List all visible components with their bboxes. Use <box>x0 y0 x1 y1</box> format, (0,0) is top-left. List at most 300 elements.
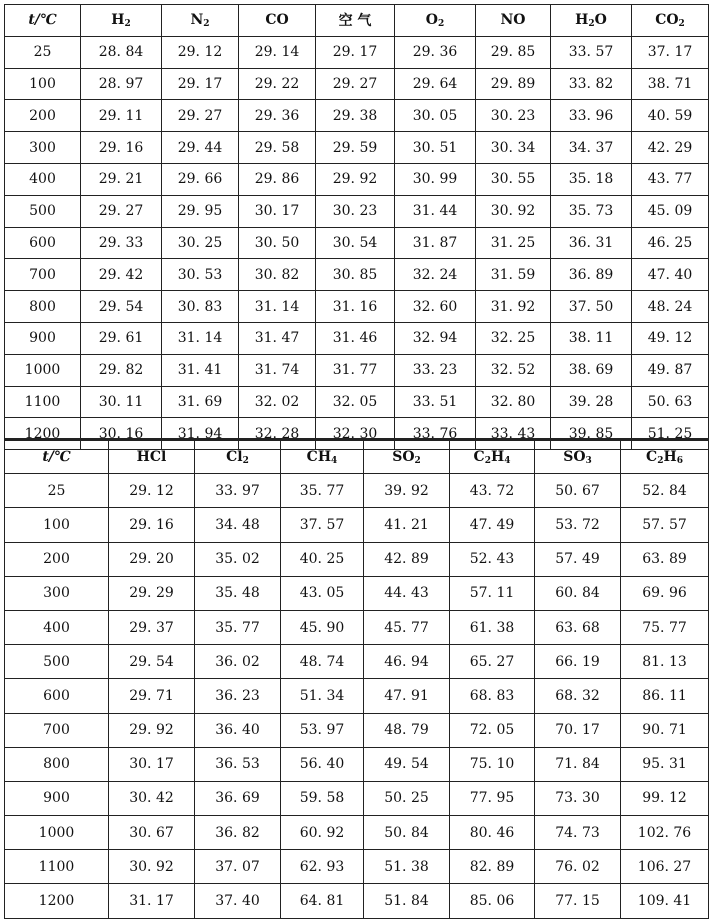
value-cell: 64. 81 <box>281 884 364 918</box>
value-cell: 29. 14 <box>239 36 316 68</box>
value-cell: 29. 37 <box>109 610 195 644</box>
value-cell: 29. 12 <box>162 36 239 68</box>
table-row <box>5 884 709 918</box>
value-cell: 62. 93 <box>281 850 364 884</box>
column-header-main: O <box>425 11 438 28</box>
value-cell: 32. 80 <box>476 386 551 418</box>
temperature-cell: 25 <box>5 474 109 508</box>
column-header-c2h6 <box>621 440 709 474</box>
table-row <box>5 163 709 195</box>
value-cell: 56. 40 <box>281 747 364 781</box>
column-header-tail: H <box>663 448 677 465</box>
value-cell: 69. 96 <box>621 576 709 610</box>
value-cell: 37. 50 <box>551 291 632 323</box>
value-cell: 31. 69 <box>162 386 239 418</box>
value-cell: 45. 77 <box>364 610 450 644</box>
column-header-text: CO <box>265 12 289 29</box>
value-cell: 66. 19 <box>535 645 621 679</box>
value-cell: 48. 79 <box>364 713 450 747</box>
table-row <box>5 474 709 508</box>
value-cell: 47. 91 <box>364 679 450 713</box>
column-header-text: t/℃ <box>42 449 71 466</box>
column-header-h2 <box>81 5 162 37</box>
temperature-cell: 1200 <box>5 884 109 918</box>
column-header-text: 空 气 <box>338 13 372 30</box>
value-cell: 30. 25 <box>162 227 239 259</box>
value-cell: 31. 87 <box>395 227 476 259</box>
value-cell: 31. 74 <box>239 354 316 386</box>
value-cell: 40. 25 <box>281 542 364 576</box>
value-cell: 29. 64 <box>395 68 476 100</box>
value-cell: 30. 92 <box>109 850 195 884</box>
value-cell: 29. 82 <box>81 354 162 386</box>
temperature-cell: 25 <box>5 36 81 68</box>
temperature-cell: 800 <box>5 747 109 781</box>
table-row <box>5 816 709 850</box>
value-cell: 31. 16 <box>316 291 395 323</box>
table-row <box>5 354 709 386</box>
value-cell: 48. 74 <box>281 645 364 679</box>
value-cell: 32. 24 <box>395 259 476 291</box>
value-cell: 32. 28 <box>239 418 316 450</box>
table-row <box>5 68 709 100</box>
value-cell: 35. 02 <box>195 542 281 576</box>
value-cell: 46. 25 <box>632 227 709 259</box>
value-cell: 31. 14 <box>239 291 316 323</box>
value-cell: 29. 17 <box>162 68 239 100</box>
value-cell: 29. 17 <box>316 36 395 68</box>
value-cell: 30. 51 <box>395 132 476 164</box>
value-cell: 30. 16 <box>81 418 162 450</box>
table-row <box>5 386 709 418</box>
column-header-main: CH <box>306 448 332 465</box>
table-row <box>5 781 709 815</box>
table-row <box>5 508 709 542</box>
value-cell: 30. 83 <box>162 291 239 323</box>
value-cell: 29. 95 <box>162 195 239 227</box>
heat-capacity-table-1 <box>4 4 709 450</box>
table2-header <box>5 440 709 474</box>
value-cell: 29. 54 <box>81 291 162 323</box>
column-header-sub: 2 <box>484 455 491 466</box>
value-cell: 36. 89 <box>551 259 632 291</box>
table-row <box>5 100 709 132</box>
value-cell: 42. 29 <box>632 132 709 164</box>
value-cell: 29. 16 <box>109 508 195 542</box>
value-cell: 37. 40 <box>195 884 281 918</box>
value-cell: 32. 94 <box>395 322 476 354</box>
column-header-hcl <box>109 440 195 474</box>
value-cell: 29. 66 <box>162 163 239 195</box>
value-cell: 36. 23 <box>195 679 281 713</box>
value-cell: 28. 84 <box>81 36 162 68</box>
value-cell: 29. 27 <box>316 68 395 100</box>
value-cell: 47. 40 <box>632 259 709 291</box>
value-cell: 41. 21 <box>364 508 450 542</box>
value-cell: 29. 36 <box>395 36 476 68</box>
value-cell: 29. 92 <box>109 713 195 747</box>
value-cell: 106. 27 <box>621 850 709 884</box>
value-cell: 31. 44 <box>395 195 476 227</box>
value-cell: 36. 31 <box>551 227 632 259</box>
value-cell: 32. 52 <box>476 354 551 386</box>
heat-capacity-table-2 <box>4 438 709 919</box>
value-cell: 53. 97 <box>281 713 364 747</box>
value-cell: 43. 77 <box>632 163 709 195</box>
table-row <box>5 132 709 164</box>
value-cell: 29. 54 <box>109 645 195 679</box>
column-header-main: SO <box>563 448 586 465</box>
value-cell: 33. 43 <box>476 418 551 450</box>
column-header-sub: 3 <box>585 455 592 466</box>
value-cell: 35. 48 <box>195 576 281 610</box>
value-cell: 86. 11 <box>621 679 709 713</box>
value-cell: 29. 16 <box>81 132 162 164</box>
column-header-sub: 2 <box>242 455 249 466</box>
temperature-cell: 500 <box>5 195 81 227</box>
value-cell: 70. 17 <box>535 713 621 747</box>
table-row <box>5 36 709 68</box>
value-cell: 33. 82 <box>551 68 632 100</box>
temperature-cell: 200 <box>5 542 109 576</box>
value-cell: 43. 72 <box>450 474 535 508</box>
value-cell: 29. 86 <box>239 163 316 195</box>
value-cell: 49. 54 <box>364 747 450 781</box>
value-cell: 29. 85 <box>476 36 551 68</box>
table1-body <box>5 36 709 449</box>
value-cell: 29. 33 <box>81 227 162 259</box>
value-cell: 76. 02 <box>535 850 621 884</box>
value-cell: 60. 92 <box>281 816 364 850</box>
value-cell: 32. 02 <box>239 386 316 418</box>
value-cell: 33. 51 <box>395 386 476 418</box>
value-cell: 48. 24 <box>632 291 709 323</box>
value-cell: 33. 23 <box>395 354 476 386</box>
temperature-cell: 700 <box>5 259 81 291</box>
column-header-text: HCl <box>136 449 167 466</box>
value-cell: 31. 14 <box>162 322 239 354</box>
value-cell: 31. 17 <box>109 884 195 918</box>
column-header-sub: 2 <box>437 18 445 29</box>
column-header-o2 <box>395 5 476 37</box>
value-cell: 39. 28 <box>551 386 632 418</box>
value-cell: 57. 57 <box>621 508 709 542</box>
column-header-sub: 2 <box>657 455 664 466</box>
value-cell: 68. 32 <box>535 679 621 713</box>
value-cell: 29. 92 <box>316 163 395 195</box>
value-cell: 29. 61 <box>81 322 162 354</box>
temperature-cell: 1200 <box>5 418 81 450</box>
value-cell: 35. 77 <box>195 610 281 644</box>
table-row <box>5 195 709 227</box>
value-cell: 45. 90 <box>281 610 364 644</box>
value-cell: 30. 05 <box>395 100 476 132</box>
temperature-cell: 400 <box>5 610 109 644</box>
value-cell: 75. 77 <box>621 610 709 644</box>
value-cell: 109. 41 <box>621 884 709 918</box>
value-cell: 71. 84 <box>535 747 621 781</box>
column-header-text: NO <box>500 12 526 29</box>
value-cell: 30. 92 <box>476 195 551 227</box>
column-header-sub: 2 <box>588 18 595 29</box>
value-cell: 49. 87 <box>632 354 709 386</box>
value-cell: 40. 59 <box>632 100 709 132</box>
column-header-sub: 2 <box>124 18 131 29</box>
value-cell: 50. 25 <box>364 781 450 815</box>
value-cell: 30. 50 <box>239 227 316 259</box>
temperature-cell: 100 <box>5 68 81 100</box>
value-cell: 57. 49 <box>535 542 621 576</box>
column-header-t <box>5 5 81 37</box>
value-cell: 29. 29 <box>109 576 195 610</box>
table-row <box>5 291 709 323</box>
column-header-ch4 <box>281 440 364 474</box>
value-cell: 42. 89 <box>364 542 450 576</box>
table-row <box>5 747 709 781</box>
column-header-h2o <box>551 5 632 37</box>
value-cell: 30. 54 <box>316 227 395 259</box>
value-cell: 35. 73 <box>551 195 632 227</box>
table-row <box>5 713 709 747</box>
column-header-main: N <box>190 11 204 28</box>
value-cell: 44. 43 <box>364 576 450 610</box>
table-row <box>5 259 709 291</box>
value-cell: 35. 18 <box>551 163 632 195</box>
column-header-sub2: 4 <box>504 455 511 466</box>
value-cell: 29. 20 <box>109 542 195 576</box>
column-header-so2 <box>364 440 450 474</box>
value-cell: 30. 23 <box>476 100 551 132</box>
value-cell: 37. 07 <box>195 850 281 884</box>
table-row <box>5 227 709 259</box>
table-row <box>5 850 709 884</box>
value-cell: 29. 11 <box>81 100 162 132</box>
value-cell: 31. 46 <box>316 322 395 354</box>
value-cell: 31. 47 <box>239 322 316 354</box>
value-cell: 30. 17 <box>239 195 316 227</box>
value-cell: 32. 05 <box>316 386 395 418</box>
value-cell: 33. 97 <box>195 474 281 508</box>
column-header-co <box>239 5 316 37</box>
column-header-main: C <box>473 448 485 465</box>
value-cell: 31. 59 <box>476 259 551 291</box>
value-cell: 61. 38 <box>450 610 535 644</box>
column-header-sub: 4 <box>331 455 338 466</box>
value-cell: 50. 63 <box>632 386 709 418</box>
value-cell: 32. 60 <box>395 291 476 323</box>
column-header-so3 <box>535 440 621 474</box>
value-cell: 30. 53 <box>162 259 239 291</box>
value-cell: 74. 73 <box>535 816 621 850</box>
column-header-sub2: 6 <box>676 455 683 466</box>
value-cell: 29. 42 <box>81 259 162 291</box>
value-cell: 29. 89 <box>476 68 551 100</box>
value-cell: 60. 84 <box>535 576 621 610</box>
value-cell: 37. 17 <box>632 36 709 68</box>
value-cell: 51. 25 <box>632 418 709 450</box>
value-cell: 36. 02 <box>195 645 281 679</box>
value-cell: 30. 34 <box>476 132 551 164</box>
temperature-cell: 200 <box>5 100 81 132</box>
column-header-c2h4 <box>450 440 535 474</box>
column-header-main: CO <box>655 11 679 28</box>
value-cell: 29. 27 <box>162 100 239 132</box>
value-cell: 53. 72 <box>535 508 621 542</box>
column-header-cl2 <box>195 440 281 474</box>
value-cell: 31. 77 <box>316 354 395 386</box>
temperature-cell: 900 <box>5 322 81 354</box>
value-cell: 43. 05 <box>281 576 364 610</box>
value-cell: 29. 44 <box>162 132 239 164</box>
temperature-cell: 1100 <box>5 850 109 884</box>
value-cell: 57. 11 <box>450 576 535 610</box>
value-cell: 31. 25 <box>476 227 551 259</box>
value-cell: 82. 89 <box>450 850 535 884</box>
temperature-cell: 100 <box>5 508 109 542</box>
column-header-n2 <box>162 5 239 37</box>
column-header-main: H <box>111 11 125 28</box>
value-cell: 32. 25 <box>476 322 551 354</box>
column-header-air <box>316 5 395 37</box>
value-cell: 29. 22 <box>239 68 316 100</box>
column-header-tail: H <box>490 448 505 465</box>
table-row <box>5 679 709 713</box>
value-cell: 90. 71 <box>621 713 709 747</box>
value-cell: 30. 67 <box>109 816 195 850</box>
value-cell: 30. 11 <box>81 386 162 418</box>
value-cell: 95. 31 <box>621 747 709 781</box>
value-cell: 52. 84 <box>621 474 709 508</box>
value-cell: 38. 71 <box>632 68 709 100</box>
value-cell: 50. 84 <box>364 816 450 850</box>
value-cell: 29. 59 <box>316 132 395 164</box>
value-cell: 29. 12 <box>109 474 195 508</box>
value-cell: 36. 40 <box>195 713 281 747</box>
table-row <box>5 610 709 644</box>
value-cell: 73. 30 <box>535 781 621 815</box>
value-cell: 29. 71 <box>109 679 195 713</box>
table-row <box>5 322 709 354</box>
value-cell: 30. 17 <box>109 747 195 781</box>
temperature-cell: 700 <box>5 713 109 747</box>
value-cell: 39. 85 <box>551 418 632 450</box>
value-cell: 77. 95 <box>450 781 535 815</box>
value-cell: 34. 37 <box>551 132 632 164</box>
value-cell: 36. 53 <box>195 747 281 781</box>
table-row <box>5 542 709 576</box>
column-header-text: t/℃ <box>28 12 57 29</box>
column-header-sub: 2 <box>203 18 210 29</box>
table1-header <box>5 5 709 37</box>
temperature-cell: 500 <box>5 645 109 679</box>
value-cell: 33. 57 <box>551 36 632 68</box>
column-header-main: H <box>575 11 589 28</box>
value-cell: 75. 10 <box>450 747 535 781</box>
value-cell: 80. 46 <box>450 816 535 850</box>
value-cell: 63. 89 <box>621 542 709 576</box>
temperature-cell: 400 <box>5 163 81 195</box>
temperature-cell: 600 <box>5 679 109 713</box>
value-cell: 32. 30 <box>316 418 395 450</box>
value-cell: 36. 69 <box>195 781 281 815</box>
value-cell: 49. 12 <box>632 322 709 354</box>
value-cell: 31. 41 <box>162 354 239 386</box>
value-cell: 47. 49 <box>450 508 535 542</box>
value-cell: 38. 11 <box>551 322 632 354</box>
value-cell: 59. 58 <box>281 781 364 815</box>
value-cell: 63. 68 <box>535 610 621 644</box>
value-cell: 51. 38 <box>364 850 450 884</box>
value-cell: 30. 55 <box>476 163 551 195</box>
column-header-sub: 2 <box>678 18 685 29</box>
temperature-cell: 900 <box>5 781 109 815</box>
value-cell: 33. 76 <box>395 418 476 450</box>
temperature-cell: 1100 <box>5 386 81 418</box>
value-cell: 81. 13 <box>621 645 709 679</box>
table2-body <box>5 474 709 918</box>
column-header-main: C <box>646 448 658 465</box>
value-cell: 36. 82 <box>195 816 281 850</box>
table-row <box>5 576 709 610</box>
value-cell: 85. 06 <box>450 884 535 918</box>
value-cell: 31. 92 <box>476 291 551 323</box>
value-cell: 65. 27 <box>450 645 535 679</box>
temperature-cell: 1000 <box>5 816 109 850</box>
table-row <box>5 645 709 679</box>
column-header-t <box>5 440 109 474</box>
value-cell: 29. 38 <box>316 100 395 132</box>
temperature-cell: 600 <box>5 227 81 259</box>
value-cell: 72. 05 <box>450 713 535 747</box>
value-cell: 38. 69 <box>551 354 632 386</box>
value-cell: 99. 12 <box>621 781 709 815</box>
column-header-no <box>476 5 551 37</box>
temperature-cell: 300 <box>5 132 81 164</box>
value-cell: 28. 97 <box>81 68 162 100</box>
value-cell: 30. 82 <box>239 259 316 291</box>
value-cell: 31. 94 <box>162 418 239 450</box>
value-cell: 102. 76 <box>621 816 709 850</box>
column-header-tail: O <box>594 11 607 28</box>
column-header-co2 <box>632 5 709 37</box>
value-cell: 30. 85 <box>316 259 395 291</box>
value-cell: 52. 43 <box>450 542 535 576</box>
temperature-cell: 800 <box>5 291 81 323</box>
value-cell: 30. 99 <box>395 163 476 195</box>
value-cell: 29. 58 <box>239 132 316 164</box>
column-header-main: SO <box>392 448 415 465</box>
value-cell: 29. 21 <box>81 163 162 195</box>
value-cell: 51. 34 <box>281 679 364 713</box>
temperature-cell: 1000 <box>5 354 81 386</box>
value-cell: 45. 09 <box>632 195 709 227</box>
value-cell: 34. 48 <box>195 508 281 542</box>
value-cell: 50. 67 <box>535 474 621 508</box>
value-cell: 37. 57 <box>281 508 364 542</box>
temperature-cell: 300 <box>5 576 109 610</box>
value-cell: 35. 77 <box>281 474 364 508</box>
column-header-sub: 2 <box>414 455 421 466</box>
value-cell: 33. 96 <box>551 100 632 132</box>
column-header-main: Cl <box>226 448 243 465</box>
value-cell: 51. 84 <box>364 884 450 918</box>
value-cell: 30. 42 <box>109 781 195 815</box>
value-cell: 30. 23 <box>316 195 395 227</box>
value-cell: 29. 27 <box>81 195 162 227</box>
value-cell: 77. 15 <box>535 884 621 918</box>
value-cell: 29. 36 <box>239 100 316 132</box>
value-cell: 39. 92 <box>364 474 450 508</box>
